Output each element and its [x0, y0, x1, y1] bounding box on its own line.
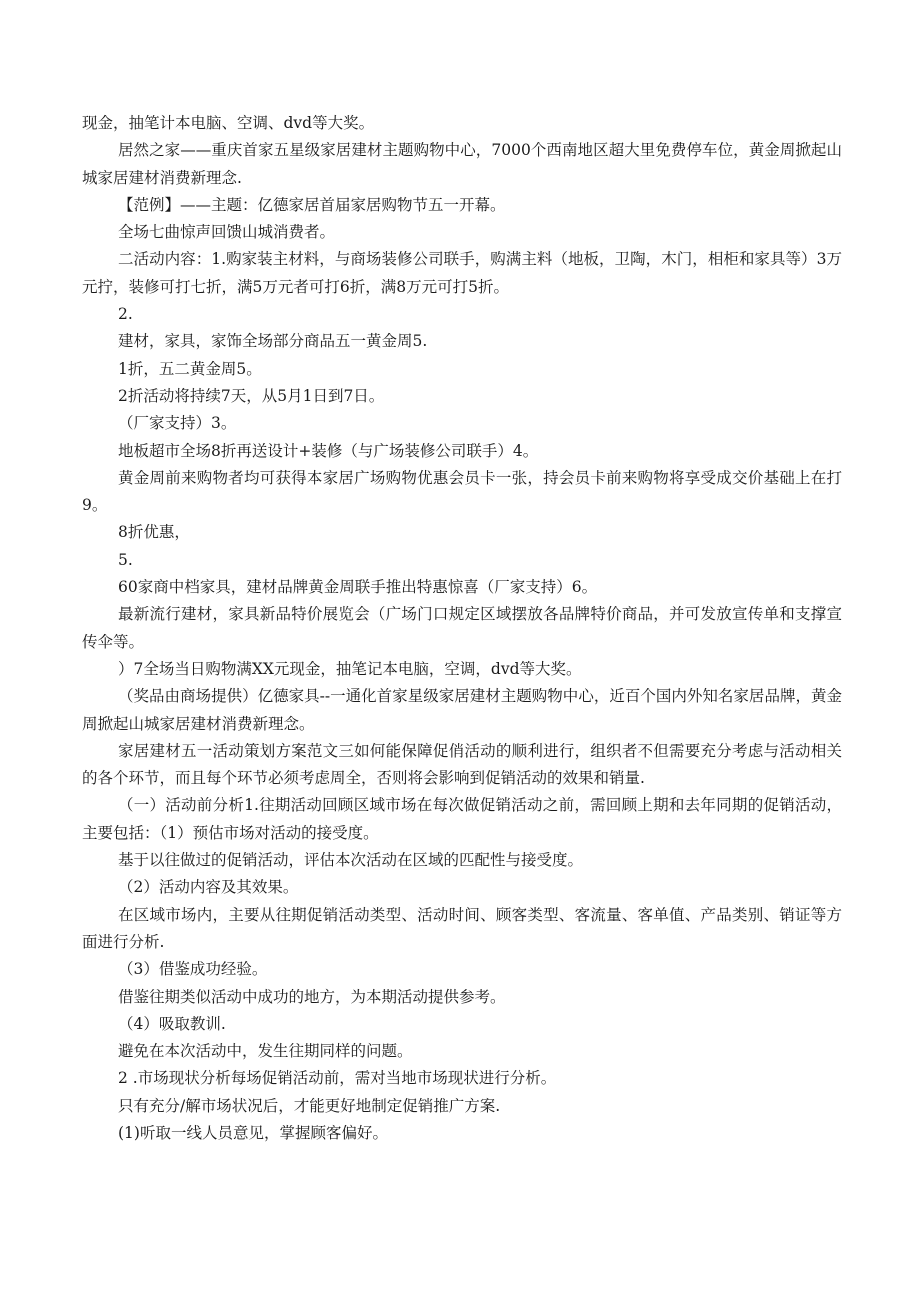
paragraph-5: 二活动内容：1.购家装主材料，与商场装修公司联手，购满主料（地板，卫陶，木门，相柜和家具等）3万元拧，装修可打七折，满5万元者可打6折，满8万元可打5折。: [82, 250, 842, 296]
paragraph-27: 避免在本次活动中，发生往期同样的问题。: [118, 1042, 413, 1061]
paragraph-1: 现金，抽笔计本电脑、空调、dvd等大奖。: [82, 114, 375, 132]
paragraph-21: 基于以往做过的促销活动，评估本次活动在区域的匹配性与接受度。: [118, 851, 584, 870]
paragraph-4: 全场七曲惊声回馈山城消费者。: [118, 223, 336, 242]
paragraph-7: 建材，家具，家饰全场部分商品五一黄金周5.: [118, 332, 428, 351]
paragraph-29: 只有充分/解市场状况后，才能更好地制定促销推广方案.: [118, 1096, 501, 1115]
paragraph-16: 最新流行建材，家具新品特价展览会（广场门口规定区域摆放各品牌特价商品，并可发放宣传单和支撑宣传伞等。: [82, 605, 842, 651]
paragraph-10: （厂家支持）3。: [118, 414, 237, 433]
paragraph-15: 60家商中档家具，建材品牌黄金周联手推出特惠惊喜（厂家支持）6。: [118, 578, 598, 597]
paragraph-11: 地板超市全场8折再送设计+装修（与广场装修公司联手）4。: [118, 441, 539, 460]
paragraph-25: 借鉴往期类似活动中成功的地方，为本期活动提供参考。: [118, 987, 506, 1006]
paragraph-23: 在区域市场内，主要从往期促销活动类型、活动时间、顾客类型、客流量、客单值、产品类别、销证等方面进行分析.: [82, 905, 842, 951]
paragraph-3: 【范例】——主题：亿德家居首届家居购物节五一开幕。: [118, 195, 506, 214]
paragraph-19: 家居建材五一活动策划方案范文三如何能保障促俏活动的顺利进行，组织者不但需要充分考虑与活动相关的各个环节，而且每个环节必须考虑周全，否则将会影响到促销活动的效果和销量.: [82, 741, 842, 788]
paragraph-6: 2.: [118, 305, 133, 324]
paragraph-30: (1)听取一线人员意见，掌握顾客偏好。: [118, 1123, 388, 1142]
paragraph-2: 居然之家——重庆首家五星级家居建材主题购物中心，7000个西南地区超大里免费停车位，黄金周掀起山城家居建材消费新理念.: [82, 141, 842, 187]
document-body: [82, 110, 842, 1147]
paragraph-22: （2）活动内容及其效果。: [118, 878, 299, 897]
paragraph-20: （一）活动前分析1.往期活动回顾区域市场在每次做促销活动之前，需回顾上期和去年同期的促销活动，主要包括：（1）预估市场对活动的接受度。: [82, 796, 842, 842]
paragraph-13: 8折优惠，: [118, 523, 190, 542]
paragraph-8: 1折，五二黄金周5。: [118, 359, 262, 378]
paragraph-24: （3）借鉴成功经验。: [118, 960, 268, 979]
paragraph-12: 黄金周前来购物者均可获得本家居广场购物优惠会员卡一张，持会员卡前来购物将享受成交价基础上在打9。: [82, 468, 842, 515]
paragraph-28: 2 .市场现状分析每场促销活动前，需对当地市场现状进行分析。: [118, 1069, 557, 1088]
paragraph-9: 2折活动将持续7天，从5月1日到7日。: [118, 386, 385, 405]
paragraph-17: ）7全场当日购物满XX元现金，抽笔记本电脑，空调，dvd等大奖。: [118, 659, 582, 678]
paragraph-18: （奖品由商场提供）亿德家具--一通化首家星级家居建材主题购物中心，近百个国内外知名家居品牌，黄金周掀起山城家居建材消费新理念。: [82, 687, 842, 733]
paragraph-14: 5.: [118, 550, 133, 569]
paragraph-26: （4）吸取教训.: [118, 1014, 226, 1033]
